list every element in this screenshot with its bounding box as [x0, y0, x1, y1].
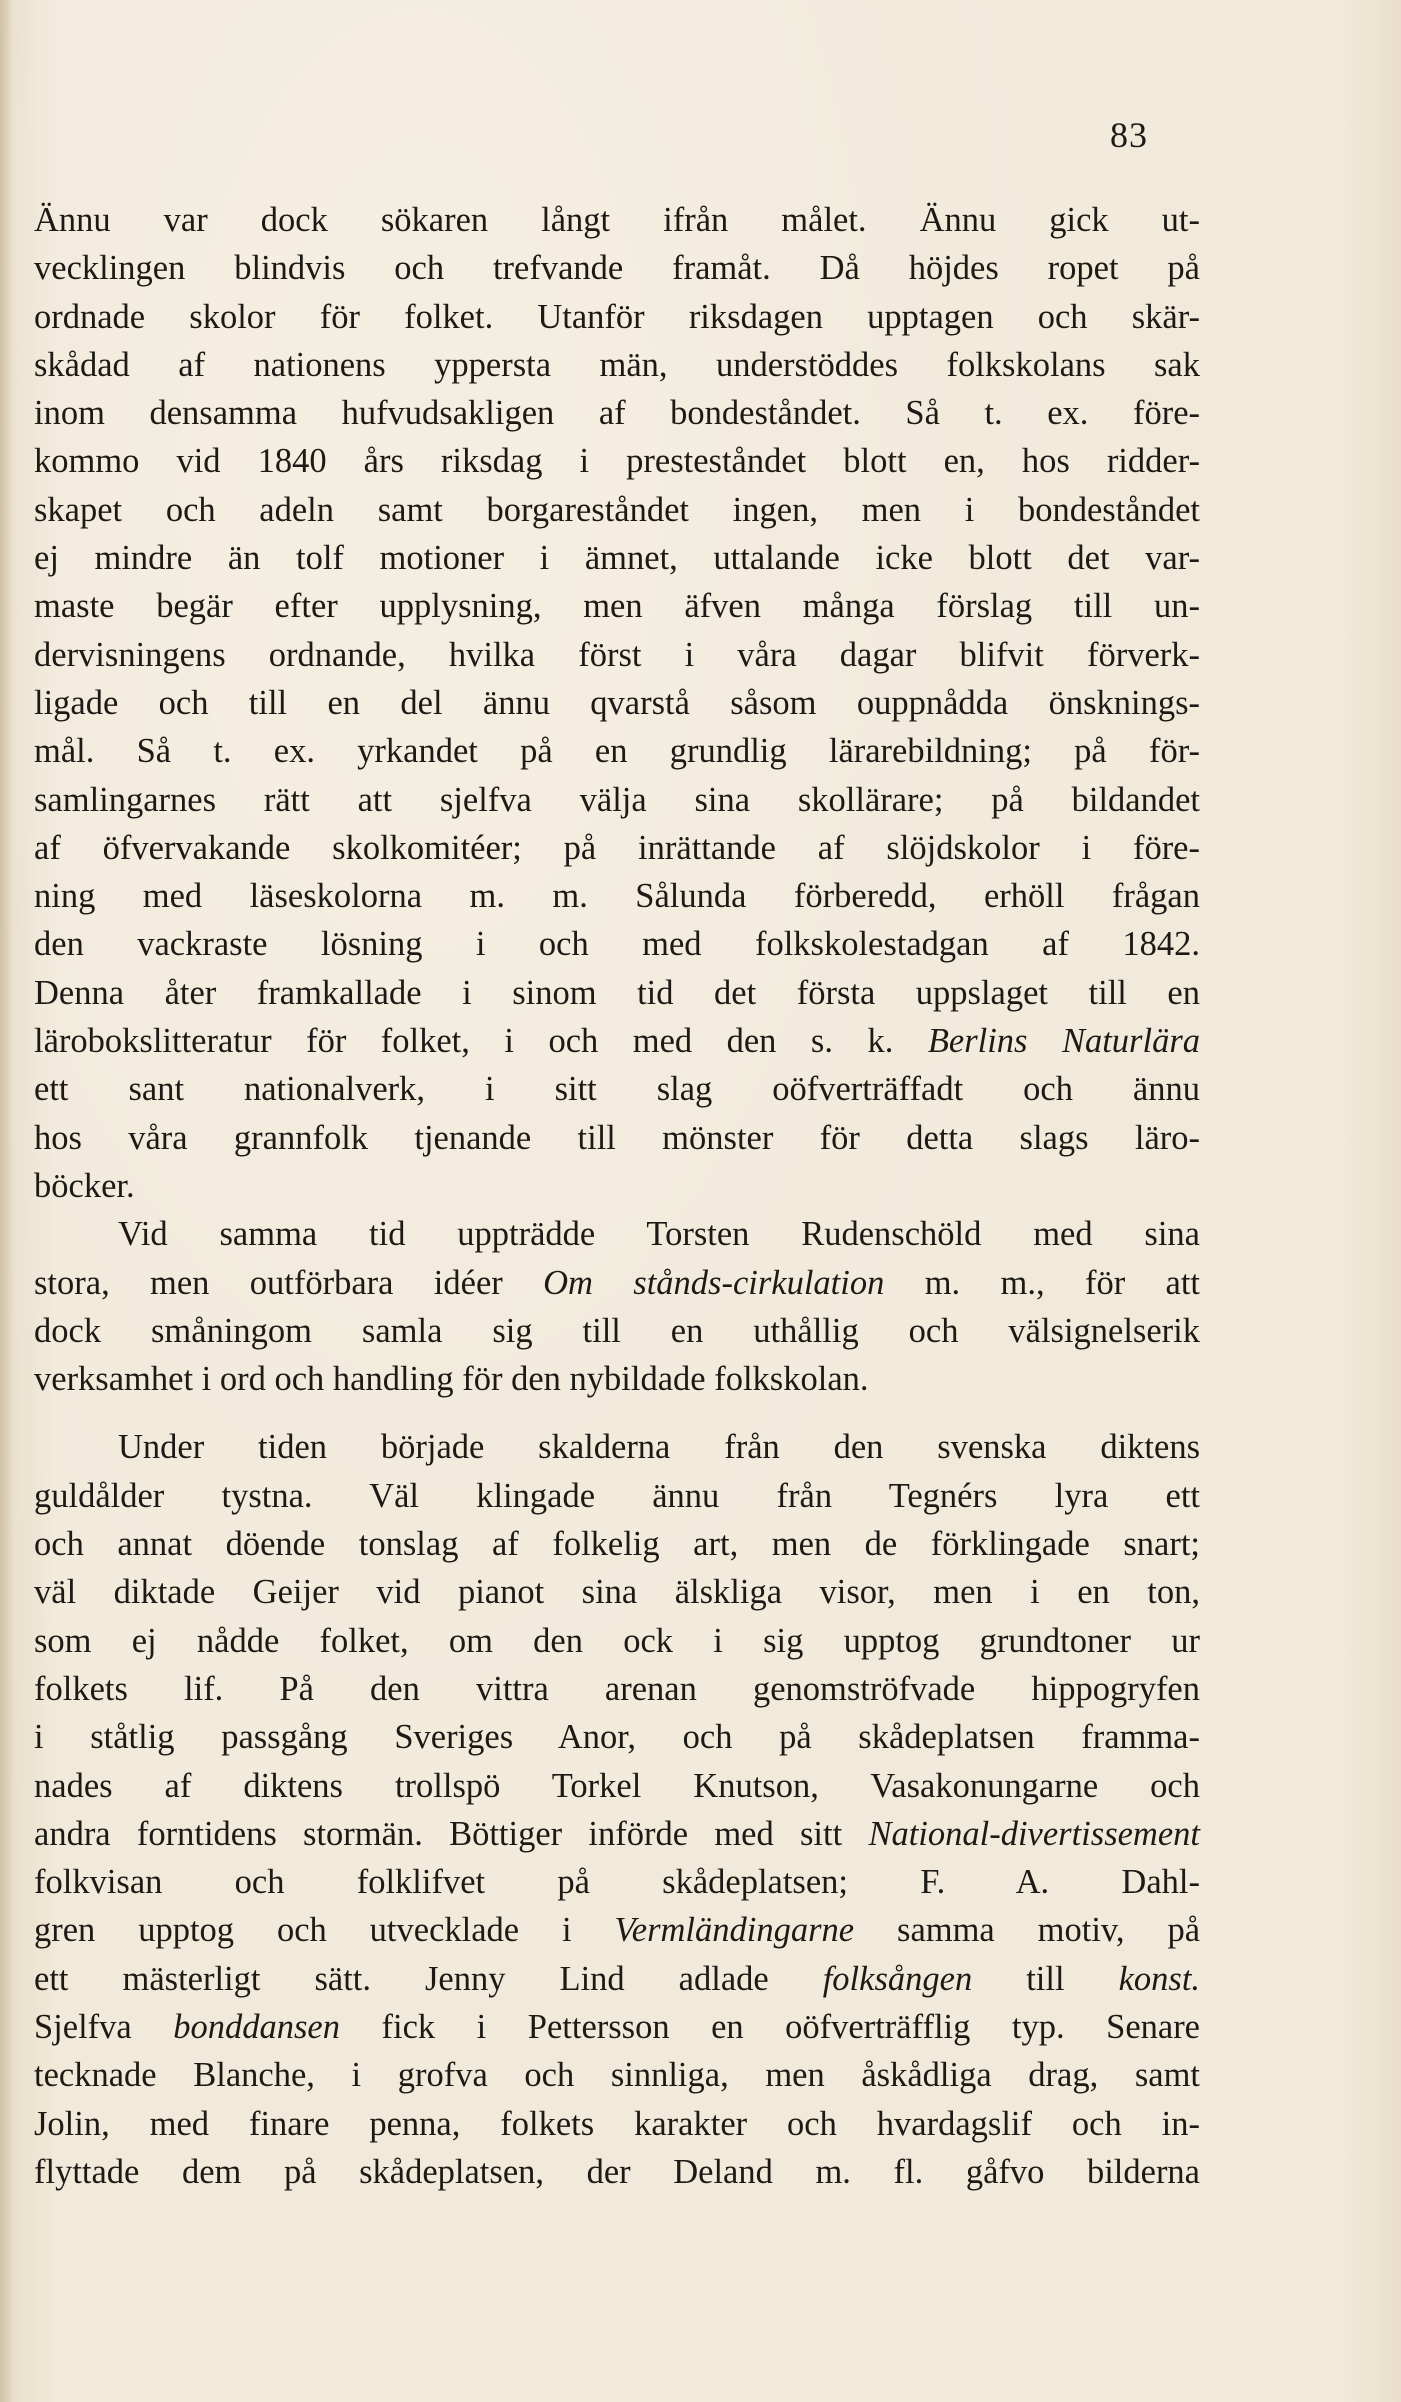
page-spine-shadow: [0, 0, 14, 2402]
text-run: fick i Pettersson en oöfverträfflig typ. Senare: [381, 2007, 1200, 2046]
text-run: stora, men outförbara idéer: [34, 1263, 503, 1302]
text-line: och annat döende tonslag af folkelig art, men de förklingade snart;: [34, 1525, 1200, 1564]
text-line: skådad af nationens yppersta män, understöddes folkskolans sak: [34, 345, 1200, 384]
text-run: ett mästerligt sätt. Jenny Lind adlade: [34, 1959, 769, 1998]
text-line: folkets lif. På den vittra arenan genomströfvade hippogryfen: [34, 1669, 1200, 1708]
page-number: 83: [1110, 115, 1148, 155]
text-line: ej mindre än tolf motioner i ämnet, uttalande icke blott det var-: [34, 539, 1200, 578]
text-line: väl diktade Geijer vid pianot sina älskliga visor, men i en ton,: [34, 1573, 1200, 1612]
text-line: Denna åter framkallade i sinom tid det första uppslaget till en: [34, 973, 1200, 1012]
text-line: i ståtlig passgång Sveriges Anor, och på skådeplatsen framma-: [34, 1718, 1200, 1757]
text-line: Under tiden började skalderna från den svenska diktens: [118, 1428, 1200, 1467]
text-line: Ännu var dock sökaren långt ifrån målet. Ännu gick ut-: [34, 201, 1200, 239]
text-line: [34, 1810, 1200, 1858]
text-line: vecklingen blindvis och trefvande framåt. Då höjdes ropet på: [34, 249, 1200, 288]
text-line: ordnade skolor för folket. Utanför riksdagen upptagen och skär-: [34, 297, 1200, 336]
text-run: m. m., för att: [924, 1263, 1201, 1302]
text-line: [34, 1065, 1200, 1113]
text-line: nades af diktens trollspö Torkel Knutson, Vasakonungarne och: [34, 1766, 1200, 1805]
italic-title: Om stånds-cirkulation: [543, 1263, 885, 1302]
text-line: ligade och till en del ännu qvarstå såsom ouppnådda önsknings-: [34, 683, 1200, 722]
text-line: ning med läseskolorna m. m. Sålunda förberedd, erhöll frågan: [34, 877, 1200, 916]
text-line: flyttade dem på skådeplatsen, der Deland m. fl. gåfvo bilderna: [34, 2152, 1200, 2191]
text-line: [34, 1906, 1200, 1954]
italic-run: Berlins Naturlära: [927, 1022, 1200, 1061]
text-line: Jolin, med finare penna, folkets karakter och hvardagslif och in-: [34, 2104, 1200, 2143]
text-line: dock småningom samla sig till en uthållig och välsignelserik: [34, 1311, 1200, 1350]
text-line: inom densamma hufvudsakligen af bondeståndet. Så t. ex. före-: [34, 394, 1200, 433]
text-run: till: [1026, 1959, 1065, 1998]
text-line: skapet och adeln samt borgareståndet ingen, men i bondeståndet: [34, 490, 1200, 529]
text-line: [34, 1259, 1200, 1307]
italic-title: Vermländingarne: [614, 1911, 855, 1950]
text-run: samma motiv, på: [897, 1911, 1201, 1950]
text-line: den vackraste lösning i och med folkskolestadgan af 1842.: [34, 925, 1200, 964]
text-line: hos våra grannfolk tjenande till mönster för detta slags läro-: [34, 1118, 1200, 1157]
text-run: andra forntidens stormän. Böttiger införde med sitt: [34, 1814, 843, 1853]
text-line: samlingarnes rätt att sjelfva välja sina skollärare; på bildandet: [34, 780, 1200, 819]
body-text: [34, 196, 1200, 2196]
text-line: som ej nådde folket, om den ock i sig upptog grundtoner ur: [34, 1621, 1200, 1660]
text-line: [34, 1955, 1200, 2003]
text-run: ett sant nationalverk, i sitt slag oöfverträffadt och ännu: [34, 1070, 1200, 1109]
text-line: mål. Så t. ex. yrkandet på en grundlig lärarebildning; på för-: [34, 732, 1200, 771]
text-line: verksamhet i ord och handling för den nybildade folkskolan.: [34, 1360, 869, 1399]
text-line: dervisningens ordnande, hvilka först i våra dagar blifvit förverk-: [34, 635, 1200, 674]
italic-word: bonddansen: [173, 2007, 340, 2046]
text-run: gren upptog och utvecklade i: [34, 1911, 572, 1950]
text-line: guldålder tystna. Väl klingade ännu från Tegnérs lyra ett: [34, 1476, 1200, 1515]
text-run: Sjelfva: [34, 2007, 132, 2046]
italic-word: folksången: [822, 1959, 973, 1998]
text-line: tecknade Blanche, i grofva och sinnliga, men åskådliga drag, samt: [34, 2056, 1200, 2095]
italic-word: konst.: [1118, 1959, 1201, 1998]
italic-title: National-divertissement: [868, 1814, 1200, 1853]
text-line: maste begär efter upplysning, men äfven många förslag till un-: [34, 587, 1200, 626]
text-run: lärobokslitteratur för folket, i och med den s. k.: [34, 1022, 894, 1061]
text-line: kommo vid 1840 års riksdag i presteståndet blott en, hos ridder-: [34, 442, 1200, 481]
text-line: böcker.: [34, 1166, 135, 1205]
italic-title: [928, 1022, 1200, 1060]
text-line: af öfvervakande skolkomitéer; på inrättande af slöjdskolor i före-: [34, 828, 1200, 867]
text-line: [34, 2003, 1200, 2051]
text-line: [34, 1017, 1200, 1065]
text-line: folkvisan och folklifvet på skådeplatsen; F. A. Dahl-: [34, 1863, 1200, 1902]
paragraph-gap: [34, 1403, 1200, 1423]
text-line: Vid samma tid uppträdde Torsten Rudenschöld med sina: [118, 1215, 1200, 1254]
